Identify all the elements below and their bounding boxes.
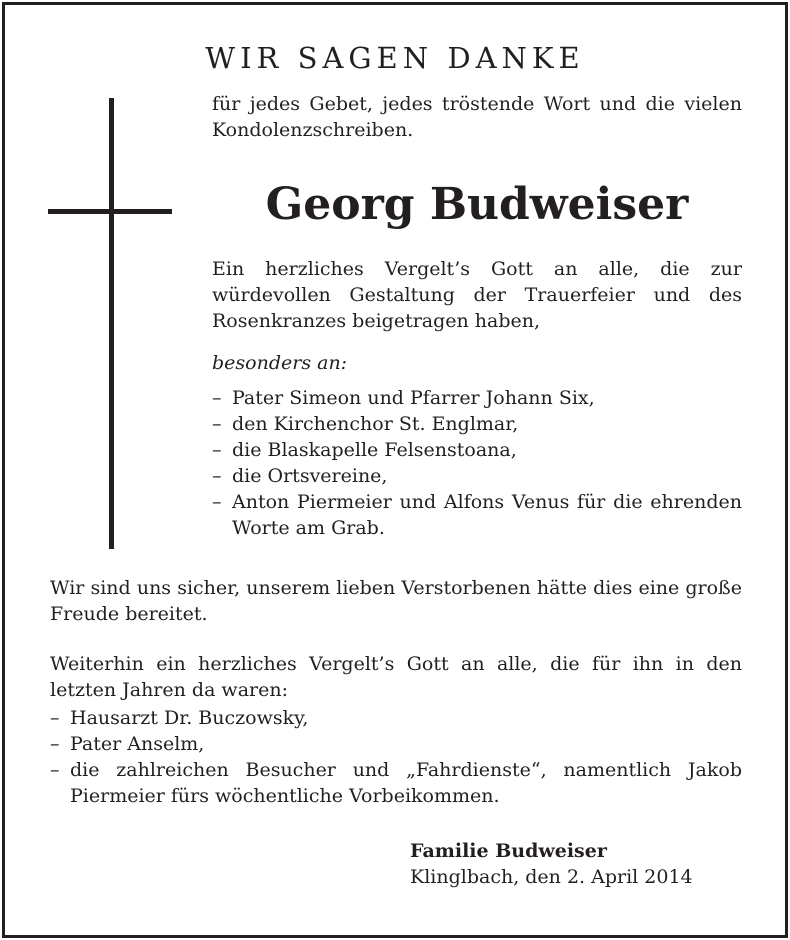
- list-item: [212, 463, 742, 489]
- list-item: [212, 437, 742, 463]
- list-item-text: Pater Simeon und Pfarrer Johann Six,: [232, 387, 595, 409]
- list-item: [50, 705, 742, 731]
- dash: –: [212, 387, 222, 409]
- dash: –: [50, 733, 60, 755]
- list-item: [50, 731, 742, 757]
- dash: –: [212, 413, 222, 435]
- list-item-text: den Kirchenchor St. Englmar,: [232, 413, 519, 435]
- dash: –: [50, 707, 60, 729]
- list-item-text: Anton Piermeier und Alfons Venus für die ehrenden Worte am Grab.: [232, 491, 742, 539]
- further-list: [50, 705, 742, 809]
- cross-vertical-bar: [109, 98, 114, 549]
- thanks-text: Ein herzliches Vergelt’s Gott an alle, die zur würdevollen Gestaltung der Trauerfeier und des Rosenkranzes beigetragen haben,: [212, 258, 742, 332]
- dash: –: [212, 439, 222, 461]
- deceased-name: Georg Budweiser: [265, 179, 689, 230]
- list-item-text: Hausarzt Dr. Buczowsky,: [70, 707, 309, 729]
- list-item-text: die Blaskapelle Felsenstoana,: [232, 439, 517, 461]
- list-item: [212, 385, 742, 411]
- closing-text: Wir sind uns sicher, unserem lieben Verstorbenen hätte dies eine große Freude bereitet.: [50, 577, 742, 625]
- intro-text: für jedes Gebet, jedes tröstende Wort und die vielen Kondolenzschreiben.: [212, 93, 742, 141]
- list-item: [212, 411, 742, 437]
- further-text: Weiterhin ein herzliches Vergelt’s Gott an alle, die für ihn in den letzten Jahren da waren:: [50, 653, 742, 701]
- especially-label: besonders an:: [212, 352, 348, 374]
- list-item-text: die Ortsvereine,: [232, 465, 388, 487]
- list-item-text: die zahlreichen Besucher und „Fahrdienste“, namentlich Jakob Piermeier fürs wöchentliche Vorbeikommen.: [70, 759, 742, 807]
- dash: –: [212, 491, 222, 513]
- signature-block: [410, 838, 750, 890]
- list-item: [212, 489, 742, 541]
- list-item: [50, 757, 742, 809]
- place-date: Klinglbach, den 2. April 2014: [410, 866, 693, 888]
- especially-list: [212, 385, 742, 541]
- list-item-text: Pater Anselm,: [70, 733, 205, 755]
- cross-horizontal-bar: [48, 209, 172, 214]
- family-signature: Familie Budweiser: [410, 840, 607, 862]
- dash: –: [50, 759, 60, 781]
- dash: –: [212, 465, 222, 487]
- notice-heading: WIR SAGEN DANKE: [205, 41, 585, 75]
